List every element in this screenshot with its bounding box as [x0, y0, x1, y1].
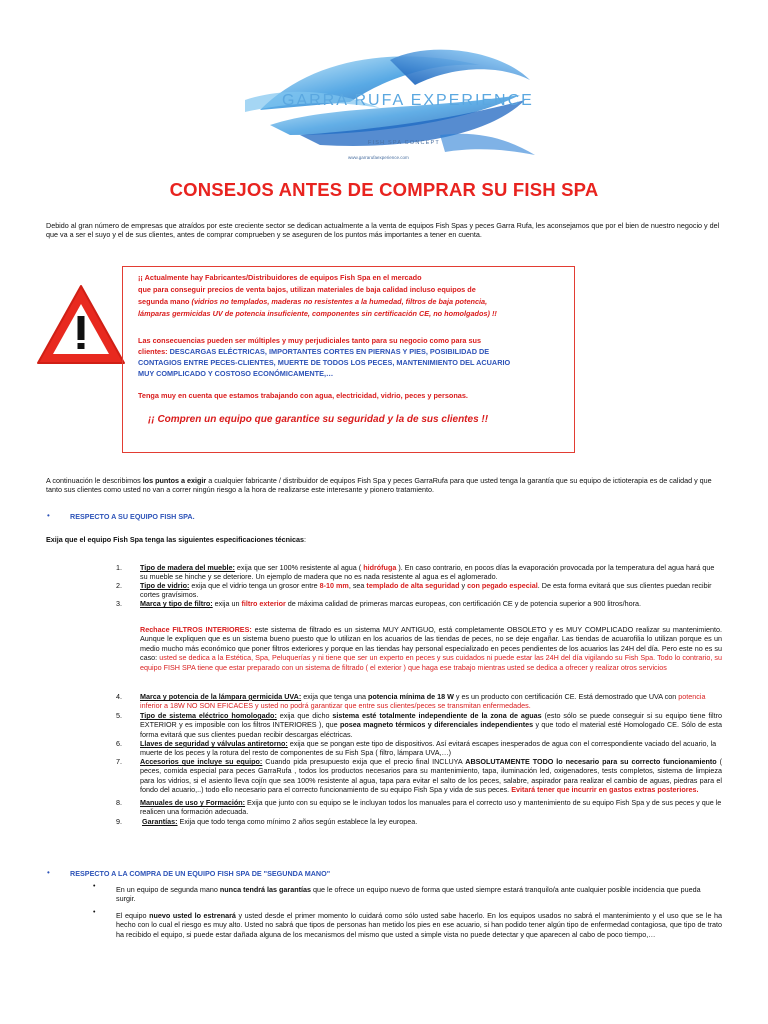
item-4-t2: y es un producto con certificación CE. Está demostrado que UVA con [453, 692, 679, 701]
section-2-item-1 [116, 885, 722, 904]
item-9-label: Garantías: [142, 817, 178, 826]
item-2-highlight-3: con pegado especial [467, 581, 538, 590]
item-7-label: Accesorios que incluye su equipo: [140, 757, 263, 766]
item-8-label: Manuales de uso y Formación: [140, 798, 246, 807]
item-2-text [140, 581, 722, 600]
item-1-label: Tipo de madera del mueble: [140, 563, 235, 572]
item-9-number: 9. [116, 817, 122, 826]
item-1-text [140, 563, 722, 582]
item-6-text [140, 739, 722, 758]
item-3-t2: de máxima calidad de primeras marcas europeas, con certificación CE y de potencia superior a 900 litros/hora. [285, 599, 641, 608]
s2-b2-t2: y usted desde el primer momento lo cuidará como sólo usted sabe hacerlo. En los equipos usados no sabrá el mantenimiento y el uso que se le ha hecho con lo cual el riesgo es muy alto. Usted no sabrá que tipos de personas han metido los pies en ese acuario, si han podido tener algún tipo de enfermedad contagiosa, que tipo de trato ha recibido el equipo, si puede estar dañada alguna de los mecanismos del mismo que usted a simple vista no puede detectar y que aparecen al cabo de poco tiempo,… [116, 911, 723, 939]
warning-line-3b: (vidrios no templados, maderas no resistentes a la humedad, filtros de baja potencia, [191, 297, 488, 306]
item-1-t1: exija que ser 100% resistente al agua ( [234, 563, 364, 572]
item-9-text [142, 817, 722, 826]
item-8-number: 8. [116, 798, 122, 807]
intro-paragraph: Debido al gran número de empresas que atraídos por este creciente sector se dedican actualmente a la venta de equipos Fish Spas y peces Garra Rufa, les aconsejamos que por el bien de nuestro negocio y del que va a ser el suyo y el de sus clientes, antes de comprar comprueben y se aseguren de los puntos más importantes a tener en cuenta. [46, 221, 720, 240]
logo-subtitle: FISH SPA CONCEPT [368, 140, 440, 146]
specs-intro [46, 535, 306, 544]
item-3-number: 3. [116, 599, 122, 608]
item-8-t1: Exija que junto con su equipo se le incluyan todos los manuales para el correcto uso y mantenimiento de su equipo Fish Spa y de sus peces y que le realicen una formación adecuada. [140, 798, 722, 817]
points-intro-paragraph [46, 476, 722, 495]
warning-line-6 [138, 346, 489, 357]
logo-url: www.garrarufaexperience.com [348, 155, 409, 160]
item-7-bold: ABSOLUTAMENTE TODO lo necesario para su correcto funcionamiento [465, 757, 717, 766]
logo-title: GARRA RUFA EXPERIENCE [282, 92, 534, 109]
specs-intro-b: : [304, 535, 307, 544]
section-2-item-2-bullet: • [93, 909, 96, 916]
item-3-label: Marca y tipo de filtro: [140, 599, 213, 608]
item-4-number: 4. [116, 692, 122, 701]
item-4-label: Marca y potencia de la lámpara germicida UVA: [140, 692, 302, 701]
item-3-t1: exija un [212, 599, 242, 608]
item-3-text [140, 599, 722, 608]
item-3-highlight: filtro exterior [241, 599, 286, 608]
rechace-text: este sistema de filtrado es un sistema MUY ANTIGUO, está completamente OBSOLETO y es MUY COMPLICADO realizar su mantenimiento. Aunque le expliquen que es un sistema bueno puesto que lo utilizan en los acuarios de las tiendas de peces, no se deje engañar. Las tiendas de acuarofilia lo utilizan porque es un medio mucho más económico que poner filtros exteriores y porque en las tiendas hay personal especializado en peces pendientes de los acuarios las 24H del día. Pero este no es su caso: [140, 625, 722, 663]
item-7-t1: Cuando pida presupuesto exija que el precio final INCLUYA [262, 757, 466, 766]
specs-intro-a: Exija que el equipo Fish Spa tenga las siguientes especificaciones técnicas [46, 535, 305, 544]
points-intro-c: a cualquier fabricante / distribuidor de equipos Fish Spa y peces GarraRufa para que usted tenga la garantía que su equipo de ictioterapia es de calidad y que tanto sus clientes como usted no van a correr ningún riesgo a la hora de realizarse este interesante y pionero tratamiento. [46, 476, 712, 495]
brand-logo [240, 40, 540, 175]
rechace-paragraph [140, 625, 722, 672]
warning-line-10: ¡¡ Compren un equipo que garantice su seguridad y la de sus clientes !! [148, 414, 489, 425]
section-1-heading: RESPECTO A SU EQUIPO FISH SPA. [70, 512, 195, 521]
item-7-t2: ( peces, comida especial para peces GarraRufa , todos los productos necesarios para su mantenimiento, tapa, iluminación led, oxigenadores, tests completos, sistema de limpieza para los vidrios, si el asiento lleva cojín que sea 100% resistente al agua, tapa para evitar el salto de los peces, salabre, aspirador para realizar el cambio de aguas, piedras para el fondo del acuario,..) todo ello necesario para el correcto funcionamiento de su equipo Fish Spa y vida de sus peces. [140, 757, 723, 795]
item-4-red: potencia inferior a 18W NO SON EFICACES y usted no podrá garantizar que entre sus clientes/peces se transmitan enfermedades. [140, 692, 706, 711]
page-title: CONSEJOS ANTES DE COMPRAR SU FISH SPA [169, 179, 599, 200]
section-2-item-2 [116, 911, 722, 939]
item-2-t2: , sea [348, 581, 367, 590]
warning-line-4-text: lámparas germicidas UV de potencia insuficiente, componentes sin certificación CE, no homolgados) !! [138, 309, 497, 318]
warning-line-7: CONTAGIOS ENTRE PECES-CLIENTES, MUERTE DE TODOS LOS PECES, MANTENIMIENTO DEL ACUARIO [138, 358, 511, 367]
warning-line-9: Tenga muy en cuenta que estamos trabajando con agua, electricidad, vidrio, peces y personas. [138, 391, 468, 400]
item-2-t4: . De esta forma evitará que sus clientes puedan recibir cortes gravísimos. [140, 581, 712, 600]
warning-line-6a: clientes: [138, 347, 170, 356]
item-5-bold: sistema esté totalmente independiente de la zona de aguas [332, 711, 542, 720]
item-4-bold: potencia mínima de 18 W [368, 692, 454, 701]
item-2-label: Tipo de vidrio: [140, 581, 190, 590]
item-7-number: 7. [116, 757, 122, 766]
item-2-t1: exija que el vidrio tenga un grosor entre [189, 581, 320, 590]
warning-line-4 [138, 308, 497, 319]
item-1-highlight: hidrófuga [363, 563, 397, 572]
rechace-red-text: usted se dedica a la Estética, Spa, Peluquerías y ni tiene que ser un experto en peces y sus cuidados ni puede estar las 24H del día vigilando su Fish Spa. Todo lo contrario, su equipo FISH SPA tiene que estar preparado con un sistema de filtrado ( el exterior ) que haga ese trabajo mientras usted se dedica a ofrecer y realizar otros servicios [140, 653, 722, 672]
s2-b1-t2: que le ofrece un equipo nuevo de forma que usted siempre estará tranquilo/a ante cualquier posible incidencia que pueda surgir. [116, 885, 701, 904]
item-2-number: 2. [116, 581, 122, 590]
item-5-t2: (esto sólo se puede conseguir si su equipo tiene filtro EXTERIOR y es imposible con los filtros INTERIORES ), que [140, 711, 722, 730]
item-5-bold-2: posea magneto térmicos y diferenciales independientes [340, 720, 534, 730]
item-2-t3: y [459, 581, 468, 590]
warning-line-5: Las consecuencias pueden ser múltiples y muy perjudiciales tanto para su negocio como para sus [138, 336, 482, 345]
item-6-t1: exija que se pongan este tipo de dispositivos. Así evitará escapes inesperados de agua con el correspondiente vaciado del acuario, la muerte de los peces y la rotura del resto de componentes de su Fish Spa ( filtro, lámpara UVA,…) [140, 739, 717, 758]
s2-b1-bold: nunca tendrá las garantías [219, 885, 311, 894]
warning-line-8: MUY COMPLICADO Y COSTOSO ECONÓMICAMENTE,… [138, 369, 334, 378]
item-2-highlight-1: 8-10 mm [319, 581, 349, 590]
warning-line-6b: DESCARGAS ELÉCTRICAS, IMPORTANTES CORTES EN PIERNAS Y PIES, POSIBILIDAD DE [169, 347, 490, 356]
section-2-item-1-bullet: • [93, 883, 96, 890]
item-7-text [140, 757, 722, 795]
item-5-t1: exija que dicho [276, 711, 333, 720]
warning-icon [35, 282, 127, 368]
warning-line-1: ¡¡ Actualmente hay Fabricantes/Distribuidores de equipos Fish Spa en el mercado [138, 273, 422, 282]
s2-b2-bold: nuevo usted lo estrenará [149, 911, 236, 920]
warning-line-2: que para conseguir precios de venta bajos, utilizan materiales de baja calidad incluso equipos de [138, 285, 476, 294]
section-2-heading: RESPECTO A LA COMPRA DE UN EQUIPO FISH SPA DE "SEGUNDA MANO" [70, 869, 331, 878]
item-4-t1: exija que tenga una [301, 692, 368, 701]
section-2-bullet: • [47, 868, 50, 877]
item-6-label: Llaves de seguridad y válvulas antiretorno: [140, 739, 288, 748]
points-intro-a: A continuación le describimos [46, 476, 143, 485]
item-5-text [140, 711, 722, 739]
item-5-label: Tipo de sistema eléctrico homologado: [140, 711, 277, 720]
item-8-text [140, 798, 722, 817]
warning-line-3a: segunda mano [138, 297, 192, 306]
s2-b1-t1: En un equipo de segunda mano [116, 885, 220, 894]
section-1-bullet: • [47, 511, 50, 520]
item-5-t3: y que todo el material esté Homologado CE. Sólo de esta forma evitará que sus clientes puedan recibir descargas eléctricas. [140, 720, 722, 739]
rechace-label: Rechace FILTROS INTERIORES: [140, 625, 252, 634]
item-6-number: 6. [116, 739, 122, 748]
points-intro-b: los puntos a exigir [142, 476, 207, 485]
item-9-t1: Exija que todo tenga como mínimo 2 años según establece la ley europea. [177, 817, 418, 826]
item-5-number: 5. [116, 711, 122, 720]
item-2-highlight-2: templado de alta seguridad [366, 581, 460, 590]
s2-b2-t1: El equipo [116, 911, 150, 920]
item-1-number: 1. [116, 563, 122, 572]
item-4-text [140, 692, 722, 711]
item-7-red: Evitará tener que incurrir en gastos extras posteriores. [511, 785, 699, 795]
item-1-t2: ). En caso contrario, en pocos días la evaporación provocada por la temperatura del agua hará que su mueble se hinche y se deteriore. Un ejemplo de madera que no es nada resistente al agua es el aglomerado. [140, 563, 715, 582]
warning-line-3 [138, 296, 487, 307]
